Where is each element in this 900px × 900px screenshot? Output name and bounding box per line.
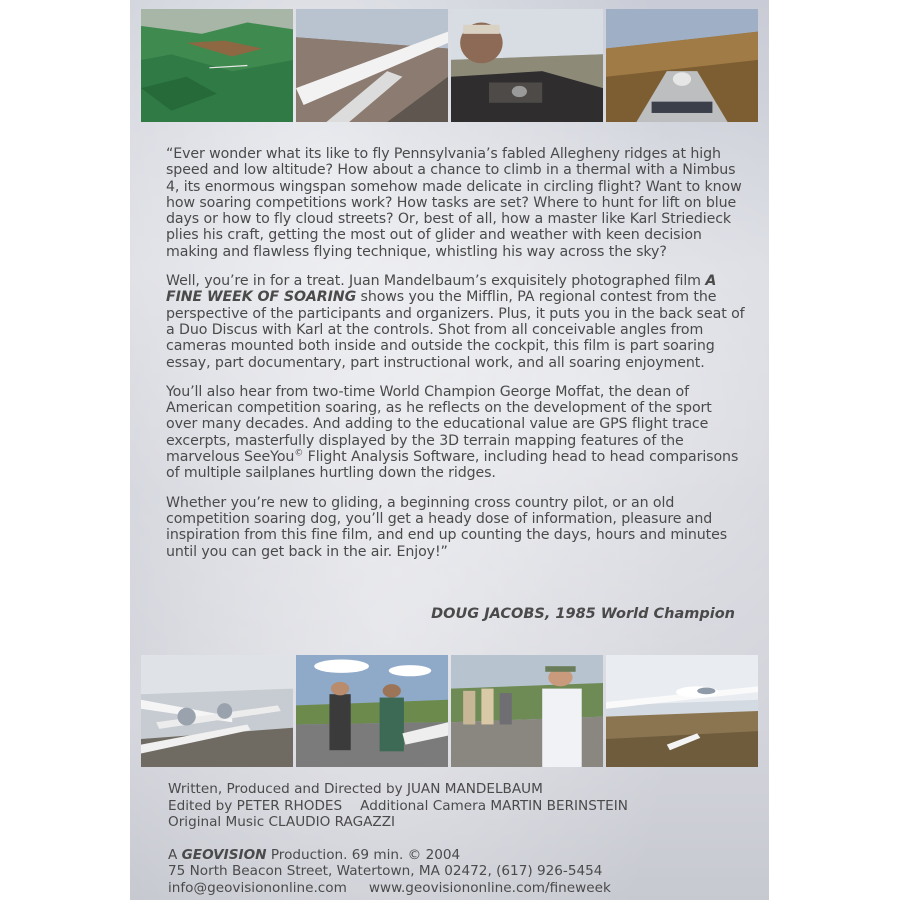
credits-block (168, 781, 748, 897)
address-line: 75 North Beacon Street, Watertown, MA 02472, (617) 926-5454 (168, 863, 603, 880)
glider-in-flight-photo (606, 655, 758, 767)
website-link[interactable]: www.geovisiononline.com/fineweek (368, 879, 611, 896)
gliders-lined-up-photo (141, 655, 293, 767)
credit-editor-camera (168, 798, 748, 815)
terrain-flight-map-photo (141, 9, 293, 122)
credit-editor: Edited by PETER RHODES (168, 797, 343, 814)
quote-text: You’ll also hear from two-time World Champion George Moffat, the dean of American competition soaring, as he reflects on the development of the sport over many decades. And adding to the educational value are GPS flight trace excerpts, masterfully displayed by the 3D terrain mapping features of the marvelous SeeYou (166, 383, 712, 466)
review-quote (166, 146, 746, 573)
quote-paragraph (166, 273, 746, 371)
two-pilots-talking-photo (296, 655, 448, 767)
bottom-photo-strip (141, 655, 758, 767)
top-photo-strip (141, 9, 758, 122)
glider-wing-photo (296, 9, 448, 122)
production-line (168, 847, 748, 864)
quote-text: Well, you’re in for a treat. Juan Mandelbaum’s exquisitely photographed film (166, 273, 706, 290)
pilots-briefing-photo (451, 655, 603, 767)
quote-text: Flight Analysis Software, including head to head comparisons of multiple sailplanes hurtling down the ridges. (166, 449, 739, 482)
canopy-over-forest-photo (606, 9, 758, 122)
dvd-back-cover (130, 0, 769, 900)
production-prefix: A (168, 846, 182, 863)
contact-line (168, 880, 748, 897)
credit-director: Written, Produced and Directed by JUAN MANDELBAUM (168, 781, 543, 797)
quote-attribution: DOUG JACOBS, 1985 World Champion (431, 606, 735, 622)
credit-camera: Additional Camera MARTIN BERINSTEIN (360, 797, 628, 814)
credit-music: Original Music CLAUDIO RAGAZZI (168, 814, 396, 831)
quote-paragraph: Whether you’re new to gliding, a beginning cross country pilot, or an old competition soaring dog, you’ll get a heady dose of information, pleasure and inspiration from this fine film, and end up counting the days, hours and minutes until you can get back in the air. Enjoy!” (166, 494, 728, 560)
film-title: A FINE WEEK OF SOARING (166, 273, 717, 306)
geovision-brand: GEOVISION (181, 846, 267, 863)
copyright-mark: © (294, 448, 304, 459)
production-details: Production. 69 min. © 2004 (266, 846, 461, 863)
email-link[interactable]: info@geovisiononline.com (168, 879, 347, 896)
quote-text: shows you the Mifflin, PA regional contest from the perspective of the participants and organizers. Plus, it puts you in the back seat of a Duo Discus with Karl at the controls. Shot from all conceivable angles from cameras mounted both inside and outside the cockpit, this film is part soaring essay, part documentary, part instructional work, and all soaring enjoyment. (166, 289, 745, 371)
quote-paragraph (166, 384, 746, 482)
quote-paragraph: “Ever wonder what its like to fly Pennsylvania’s fabled Allegheny ridges at high speed and low altitude? How about a chance to climb in a thermal with a Nimbus 4, its enormous wingspan somehow made delicate in circling flight? Want to know how soaring competitions work? How tasks are set? Where to hunt for lift on blue days or how to fly cloud streets? Or, best of all, how a master like Karl Striedieck plies his craft, getting the most out of glider and weather with keen decision making and flawless flying technique, whistling his way across the sky? (166, 146, 742, 260)
pilot-cockpit-photo (451, 9, 603, 122)
